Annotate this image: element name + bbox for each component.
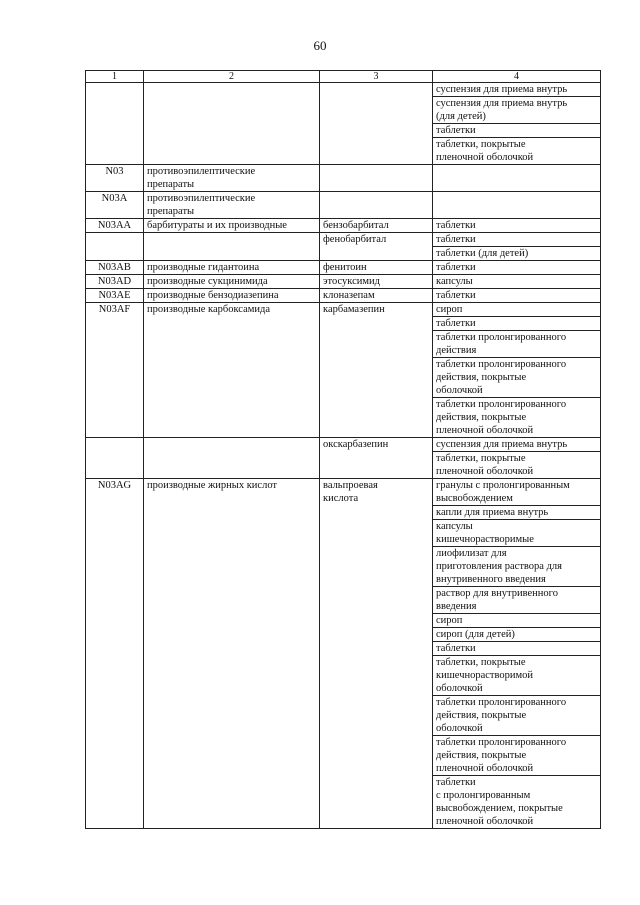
column-header-1: 1 — [86, 71, 144, 83]
dosage-forms-cell — [433, 83, 601, 165]
dosage-form-item: таблетки — [433, 124, 600, 138]
dosage-form-item: таблетки, покрытые кишечнорастворимой оболочкой — [433, 656, 600, 696]
atc-code-cell: N03AF — [86, 303, 144, 438]
dosage-form-item: гранулы с пролонгированным высвобождением — [433, 479, 600, 506]
dosage-form-item: капсулы — [436, 276, 473, 287]
table-row — [86, 233, 601, 261]
group-name-cell: производные бензодиазепина — [144, 289, 320, 303]
dosage-form-item: суспензия для приема внутрь — [433, 438, 600, 452]
atc-code-cell — [86, 438, 144, 479]
group-name-cell: противоэпилептические препараты — [144, 165, 320, 192]
drug-name-cell: окскарбазепин — [320, 438, 433, 479]
atc-code-cell — [86, 83, 144, 165]
dosage-forms-cell — [433, 261, 601, 275]
group-name-cell — [144, 83, 320, 165]
drug-name-cell: вальпроевая кислота — [320, 479, 433, 829]
dosage-forms-cell — [433, 165, 601, 192]
dosage-forms-cell — [433, 275, 601, 289]
dosage-form-item: таблетки — [433, 317, 600, 331]
drug-name-cell: этосуксимид — [320, 275, 433, 289]
dosage-form-item: таблетки, покрытые пленочной оболочкой — [436, 453, 534, 477]
medication-table — [85, 70, 601, 829]
dosage-form-item: сироп — [433, 614, 600, 628]
dosage-form-item: таблетки (для детей) — [436, 248, 529, 259]
group-name-cell — [144, 233, 320, 261]
column-header-3: 3 — [320, 71, 433, 83]
atc-code-cell: N03AD — [86, 275, 144, 289]
group-name-cell: производные гидантоина — [144, 261, 320, 275]
table-row — [86, 219, 601, 233]
dosage-forms-cell — [433, 438, 601, 479]
table-row — [86, 165, 601, 192]
atc-code-cell: N03AE — [86, 289, 144, 303]
dosage-form-item: таблетки пролонгированного действия — [433, 331, 600, 358]
atc-code-cell: N03AA — [86, 219, 144, 233]
dosage-form-item: сироп (для детей) — [433, 628, 600, 642]
dosage-forms-cell — [433, 289, 601, 303]
drug-name-cell: карбамазепин — [320, 303, 433, 438]
dosage-forms-cell — [433, 479, 601, 829]
dosage-form-item: таблетки с пролонгированным высвобождением, покрытые пленочной оболочкой — [436, 777, 563, 827]
dosage-form-item: суспензия для приема внутрь (для детей) — [433, 97, 600, 124]
atc-code-cell: N03 — [86, 165, 144, 192]
dosage-forms-cell — [433, 303, 601, 438]
group-name-cell: противоэпилептические препараты — [144, 192, 320, 219]
dosage-form-item: сироп — [433, 303, 600, 317]
atc-code-cell: N03AG — [86, 479, 144, 829]
group-name-cell — [144, 438, 320, 479]
dosage-form-item: раствор для внутривенного введения — [433, 587, 600, 614]
dosage-form-item: лиофилизат для приготовления раствора для внутривенного введения — [433, 547, 600, 587]
atc-code-cell: N03AB — [86, 261, 144, 275]
drug-name-cell: фенобарбитал — [320, 233, 433, 261]
table-row — [86, 83, 601, 165]
table-header-row — [86, 71, 601, 83]
column-header-4: 4 — [433, 71, 601, 83]
dosage-form-item: таблетки — [433, 642, 600, 656]
table-row — [86, 438, 601, 479]
group-name-cell: производные карбоксамида — [144, 303, 320, 438]
table-row — [86, 261, 601, 275]
dosage-form-item: суспензия для приема внутрь — [433, 83, 600, 97]
dosage-form-item: таблетки пролонгированного действия, покрытые оболочкой — [433, 696, 600, 736]
drug-name-cell: бензобарбитал — [320, 219, 433, 233]
group-name-cell: производные жирных кислот — [144, 479, 320, 829]
drug-name-cell: клоназепам — [320, 289, 433, 303]
table-row — [86, 289, 601, 303]
drug-name-cell — [320, 83, 433, 165]
dosage-form-item: таблетки пролонгированного действия, покрытые пленочной оболочкой — [433, 736, 600, 776]
dosage-form-item: таблетки — [433, 233, 600, 247]
table-row — [86, 479, 601, 829]
dosage-form-item: таблетки — [436, 290, 476, 301]
dosage-form-item: таблетки — [436, 262, 476, 273]
dosage-forms-cell — [433, 192, 601, 219]
dosage-forms-cell — [433, 233, 601, 261]
group-name-cell: производные сукцинимида — [144, 275, 320, 289]
group-name-cell: барбитураты и их производные — [144, 219, 320, 233]
dosage-form-item: капли для приема внутрь — [433, 506, 600, 520]
column-header-2: 2 — [144, 71, 320, 83]
dosage-form-item: таблетки пролонгированного действия, покрытые оболочкой — [433, 358, 600, 398]
dosage-form-item: таблетки, покрытые пленочной оболочкой — [436, 139, 534, 163]
atc-code-cell — [86, 233, 144, 261]
drug-name-cell — [320, 165, 433, 192]
table-row — [86, 192, 601, 219]
drug-name-cell — [320, 192, 433, 219]
atc-code-cell: N03A — [86, 192, 144, 219]
dosage-forms-cell — [433, 219, 601, 233]
dosage-form-item: капсулы кишечнорастворимые — [433, 520, 600, 547]
dosage-form-item — [433, 165, 600, 191]
page-number: 60 — [313, 38, 327, 53]
dosage-form-item: таблетки пролонгированного действия, покрытые пленочной оболочкой — [436, 399, 567, 436]
drug-name-cell: фенитоин — [320, 261, 433, 275]
dosage-form-item — [433, 192, 600, 218]
table-row — [86, 303, 601, 438]
table-body — [86, 83, 601, 829]
table-row — [86, 275, 601, 289]
dosage-form-item: таблетки — [436, 220, 476, 231]
